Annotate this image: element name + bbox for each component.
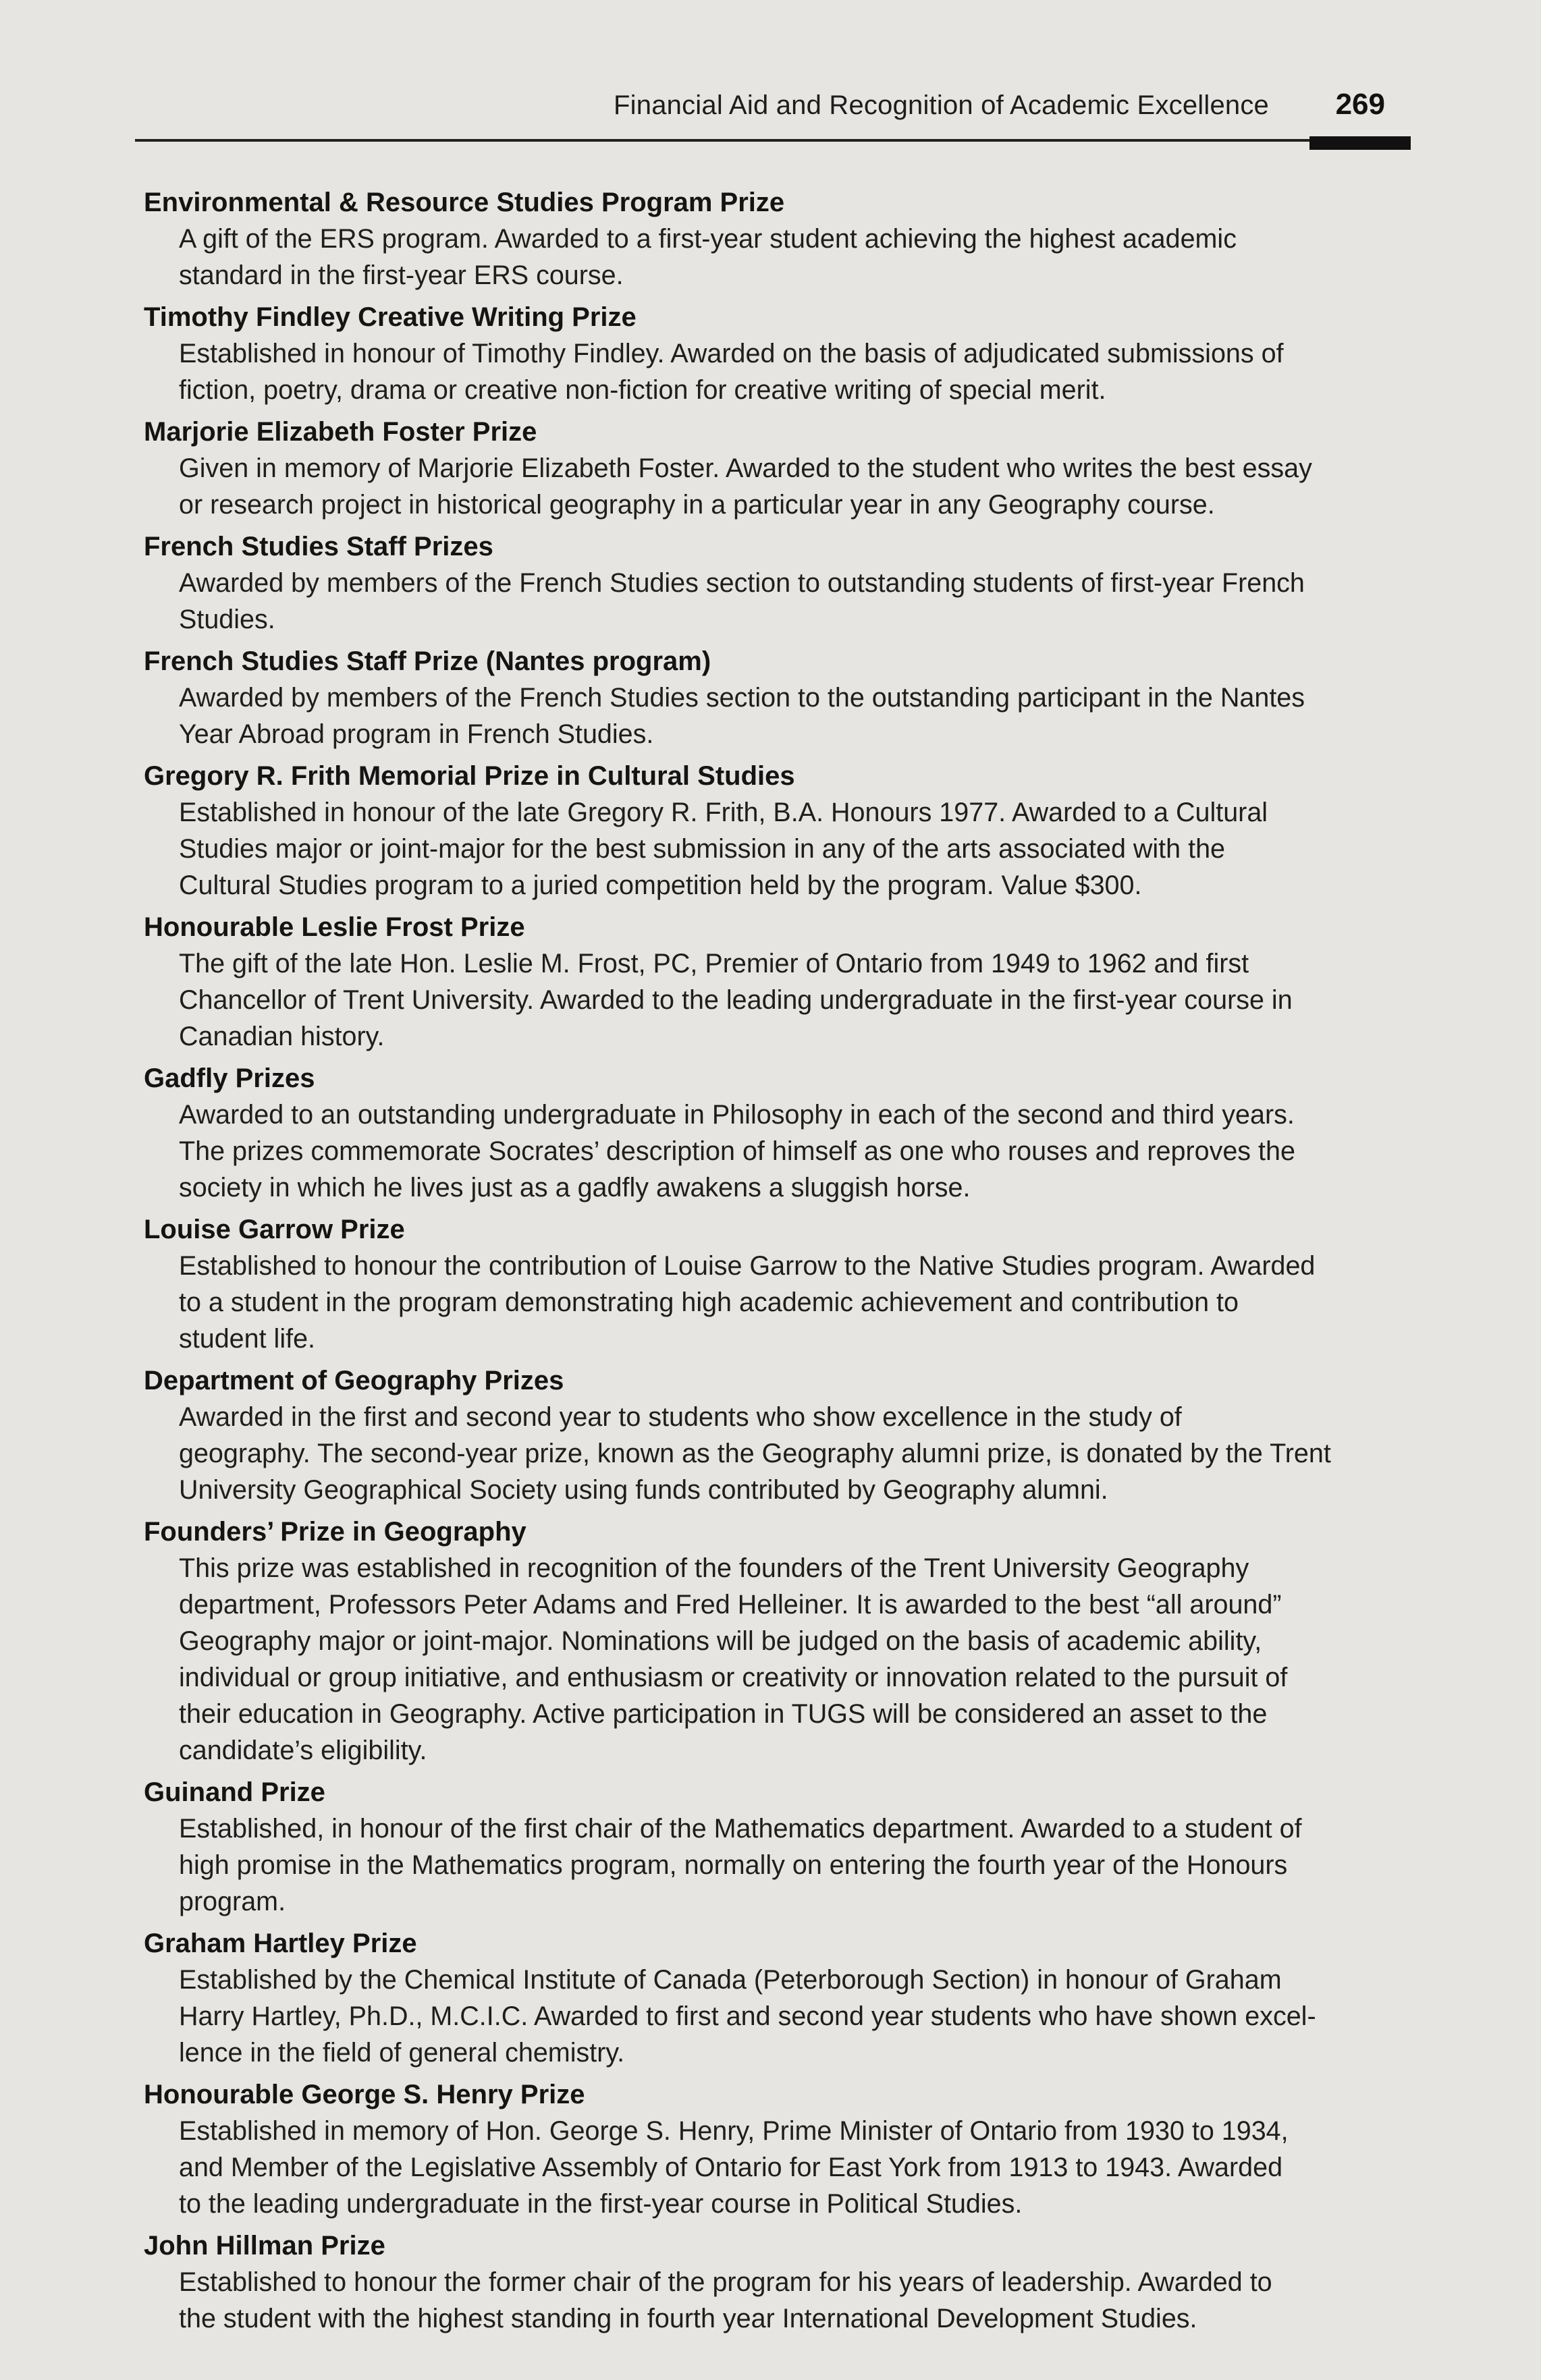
prize-title: Founders’ Prize in Geography	[144, 1517, 526, 1547]
page-number: 269	[1335, 88, 1385, 121]
description-line: Established to honour the former chair of the program for his years of leadership. Awarded to	[179, 2267, 1272, 2297]
prize-title: French Studies Staff Prize (Nantes program)	[144, 646, 711, 676]
description-line: Awarded to an outstanding undergraduate in Philosophy in each of the second and third years.	[179, 1100, 1295, 1130]
prize-description	[179, 565, 1413, 638]
description-line: standard in the first-year ERS course.	[179, 260, 624, 290]
description-line: Established in memory of Hon. George S. Henry, Prime Minister of Ontario from 1930 to 1934,	[179, 2116, 1289, 2146]
description-line: Studies major or joint-major for the best submission in any of the arts associated with the	[179, 834, 1226, 864]
description-line: and Member of the Legislative Assembly of Ontario for East York from 1913 to 1943. Awarded	[179, 2153, 1283, 2182]
description-line: department, Professors Peter Adams and Fred Helleiner. It is awarded to the best “all around”	[179, 1590, 1282, 1620]
description-line: Geography major or joint-major. Nominations will be judged on the basis of academic ability,	[179, 1626, 1262, 1656]
prize-entry	[144, 1514, 1413, 1769]
prize-entry	[144, 2076, 1413, 2222]
description-line: to the leading undergraduate in the first-year course in Political Studies.	[179, 2189, 1023, 2219]
prize-entry	[144, 299, 1413, 408]
prize-title: Marjorie Elizabeth Foster Prize	[144, 417, 537, 447]
description-line: society in which he lives just as a gadfly awakens a sluggish horse.	[179, 1173, 971, 1202]
prize-title: Gadfly Prizes	[144, 1063, 315, 1093]
prize-description	[179, 2264, 1413, 2337]
description-line: Awarded in the first and second year to students who show excellence in the study of	[179, 1402, 1182, 1432]
header-rule	[135, 139, 1411, 142]
description-line: Studies.	[179, 605, 275, 634]
prize-title: Louise Garrow Prize	[144, 1215, 405, 1244]
description-line: Established, in honour of the first chair of the Mathematics department. Awarded to a student of	[179, 1814, 1302, 1844]
description-line: their education in Geography. Active participation in TUGS will be considered an asset to the	[179, 1699, 1268, 1729]
description-line: program.	[179, 1887, 286, 1916]
description-line: Canadian history.	[179, 1022, 385, 1051]
description-line: fiction, poetry, drama or creative non-fiction for creative writing of special merit.	[179, 375, 1106, 405]
prize-description	[179, 1399, 1413, 1508]
description-line: Established by the Chemical Institute of Canada (Peterborough Section) in honour of Graham	[179, 1965, 1282, 1995]
prize-title: Honourable Leslie Frost Prize	[144, 912, 525, 942]
description-line: student life.	[179, 1324, 316, 1354]
description-line: or research project in historical geography in a particular year in any Geography course.	[179, 490, 1215, 520]
prize-description	[179, 450, 1413, 523]
prize-description	[179, 794, 1413, 904]
description-line: Established in honour of Timothy Findley. Awarded on the basis of adjudicated submissions of	[179, 339, 1284, 368]
prize-entry	[144, 1774, 1413, 1920]
description-line: Awarded by members of the French Studies section to the outstanding participant in the Nantes	[179, 683, 1305, 713]
prize-description	[179, 945, 1413, 1055]
prize-description	[179, 680, 1413, 752]
prize-description	[179, 335, 1413, 408]
description-line: Established to honour the contribution of Louise Garrow to the Native Studies program. Awarded	[179, 1251, 1316, 1281]
prize-title: John Hillman Prize	[144, 2231, 385, 2261]
prize-entry	[144, 528, 1413, 638]
description-line: This prize was established in recognition of the founders of the Trent University Geography	[179, 1553, 1249, 1583]
description-line: to a student in the program demonstrating high academic achievement and contribution to	[179, 1288, 1239, 1317]
prize-title: French Studies Staff Prizes	[144, 532, 493, 561]
description-line: Awarded by members of the French Studies section to outstanding students of first-year French	[179, 568, 1305, 598]
description-line: A gift of the ERS program. Awarded to a first-year student achieving the highest academic	[179, 224, 1237, 254]
prize-title: Gregory R. Frith Memorial Prize in Cultural Studies	[144, 761, 795, 791]
prize-entry	[144, 643, 1413, 752]
prize-entry	[144, 909, 1413, 1055]
description-line: the student with the highest standing in fourth year International Development Studies.	[179, 2304, 1197, 2333]
prize-title: Department of Geography Prizes	[144, 1366, 564, 1395]
prize-description	[179, 1550, 1413, 1769]
prize-description	[179, 221, 1413, 294]
description-line: individual or group initiative, and enthusiasm or creativity or innovation related to the pursuit of	[179, 1663, 1288, 1692]
prize-description	[179, 1810, 1413, 1920]
prize-entry	[144, 758, 1413, 904]
description-line: Chancellor of Trent University. Awarded to the leading undergraduate in the first-year course in	[179, 985, 1293, 1015]
description-line: lence in the field of general chemistry.	[179, 2038, 625, 2068]
prize-description	[179, 1097, 1413, 1206]
prize-entry	[144, 1211, 1413, 1357]
description-line: University Geographical Society using funds contributed by Geography alumni.	[179, 1475, 1108, 1505]
running-header	[135, 86, 1411, 140]
description-line: high promise in the Mathematics program, normally on entering the fourth year of the Honours	[179, 1850, 1288, 1880]
prize-description	[179, 1962, 1413, 2071]
description-line: Given in memory of Marjorie Elizabeth Foster. Awarded to the student who writes the best essay	[179, 453, 1312, 483]
prize-entry	[144, 1060, 1413, 1206]
header-title: Financial Aid and Recognition of Academic Excellence	[614, 90, 1269, 120]
prize-entry	[144, 2227, 1413, 2337]
prize-description	[179, 1248, 1413, 1357]
description-line: Year Abroad program in French Studies.	[179, 719, 654, 749]
prize-title: Environmental & Resource Studies Program Prize	[144, 188, 785, 217]
prize-entry	[144, 414, 1413, 523]
prize-title: Honourable George S. Henry Prize	[144, 2080, 585, 2109]
description-line: The prizes commemorate Socrates’ description of himself as one who rouses and reproves the	[179, 1136, 1295, 1166]
prize-list	[144, 184, 1413, 2342]
description-line: The gift of the late Hon. Leslie M. Frost, PC, Premier of Ontario from 1949 to 1962 and first	[179, 949, 1249, 978]
prize-entry	[144, 1362, 1413, 1508]
description-line: Established in honour of the late Gregory R. Frith, B.A. Honours 1977. Awarded to a Cultural	[179, 798, 1268, 827]
description-line: geography. The second-year prize, known as the Geography alumni prize, is donated by the Trent	[179, 1439, 1331, 1468]
prize-entry	[144, 1925, 1413, 2071]
header-rule-tab	[1309, 136, 1411, 150]
prize-title: Graham Hartley Prize	[144, 1929, 417, 1958]
prize-title: Timothy Findley Creative Writing Prize	[144, 302, 637, 332]
prize-entry	[144, 184, 1413, 294]
prize-title: Guinand Prize	[144, 1777, 325, 1807]
description-line: candidate’s eligibility.	[179, 1736, 427, 1765]
description-line: Harry Hartley, Ph.D., M.C.I.C. Awarded to first and second year students who have shown excel-	[179, 2001, 1316, 2031]
description-line: Cultural Studies program to a juried competition held by the program. Value $300.	[179, 870, 1142, 900]
prize-description	[179, 2113, 1413, 2222]
